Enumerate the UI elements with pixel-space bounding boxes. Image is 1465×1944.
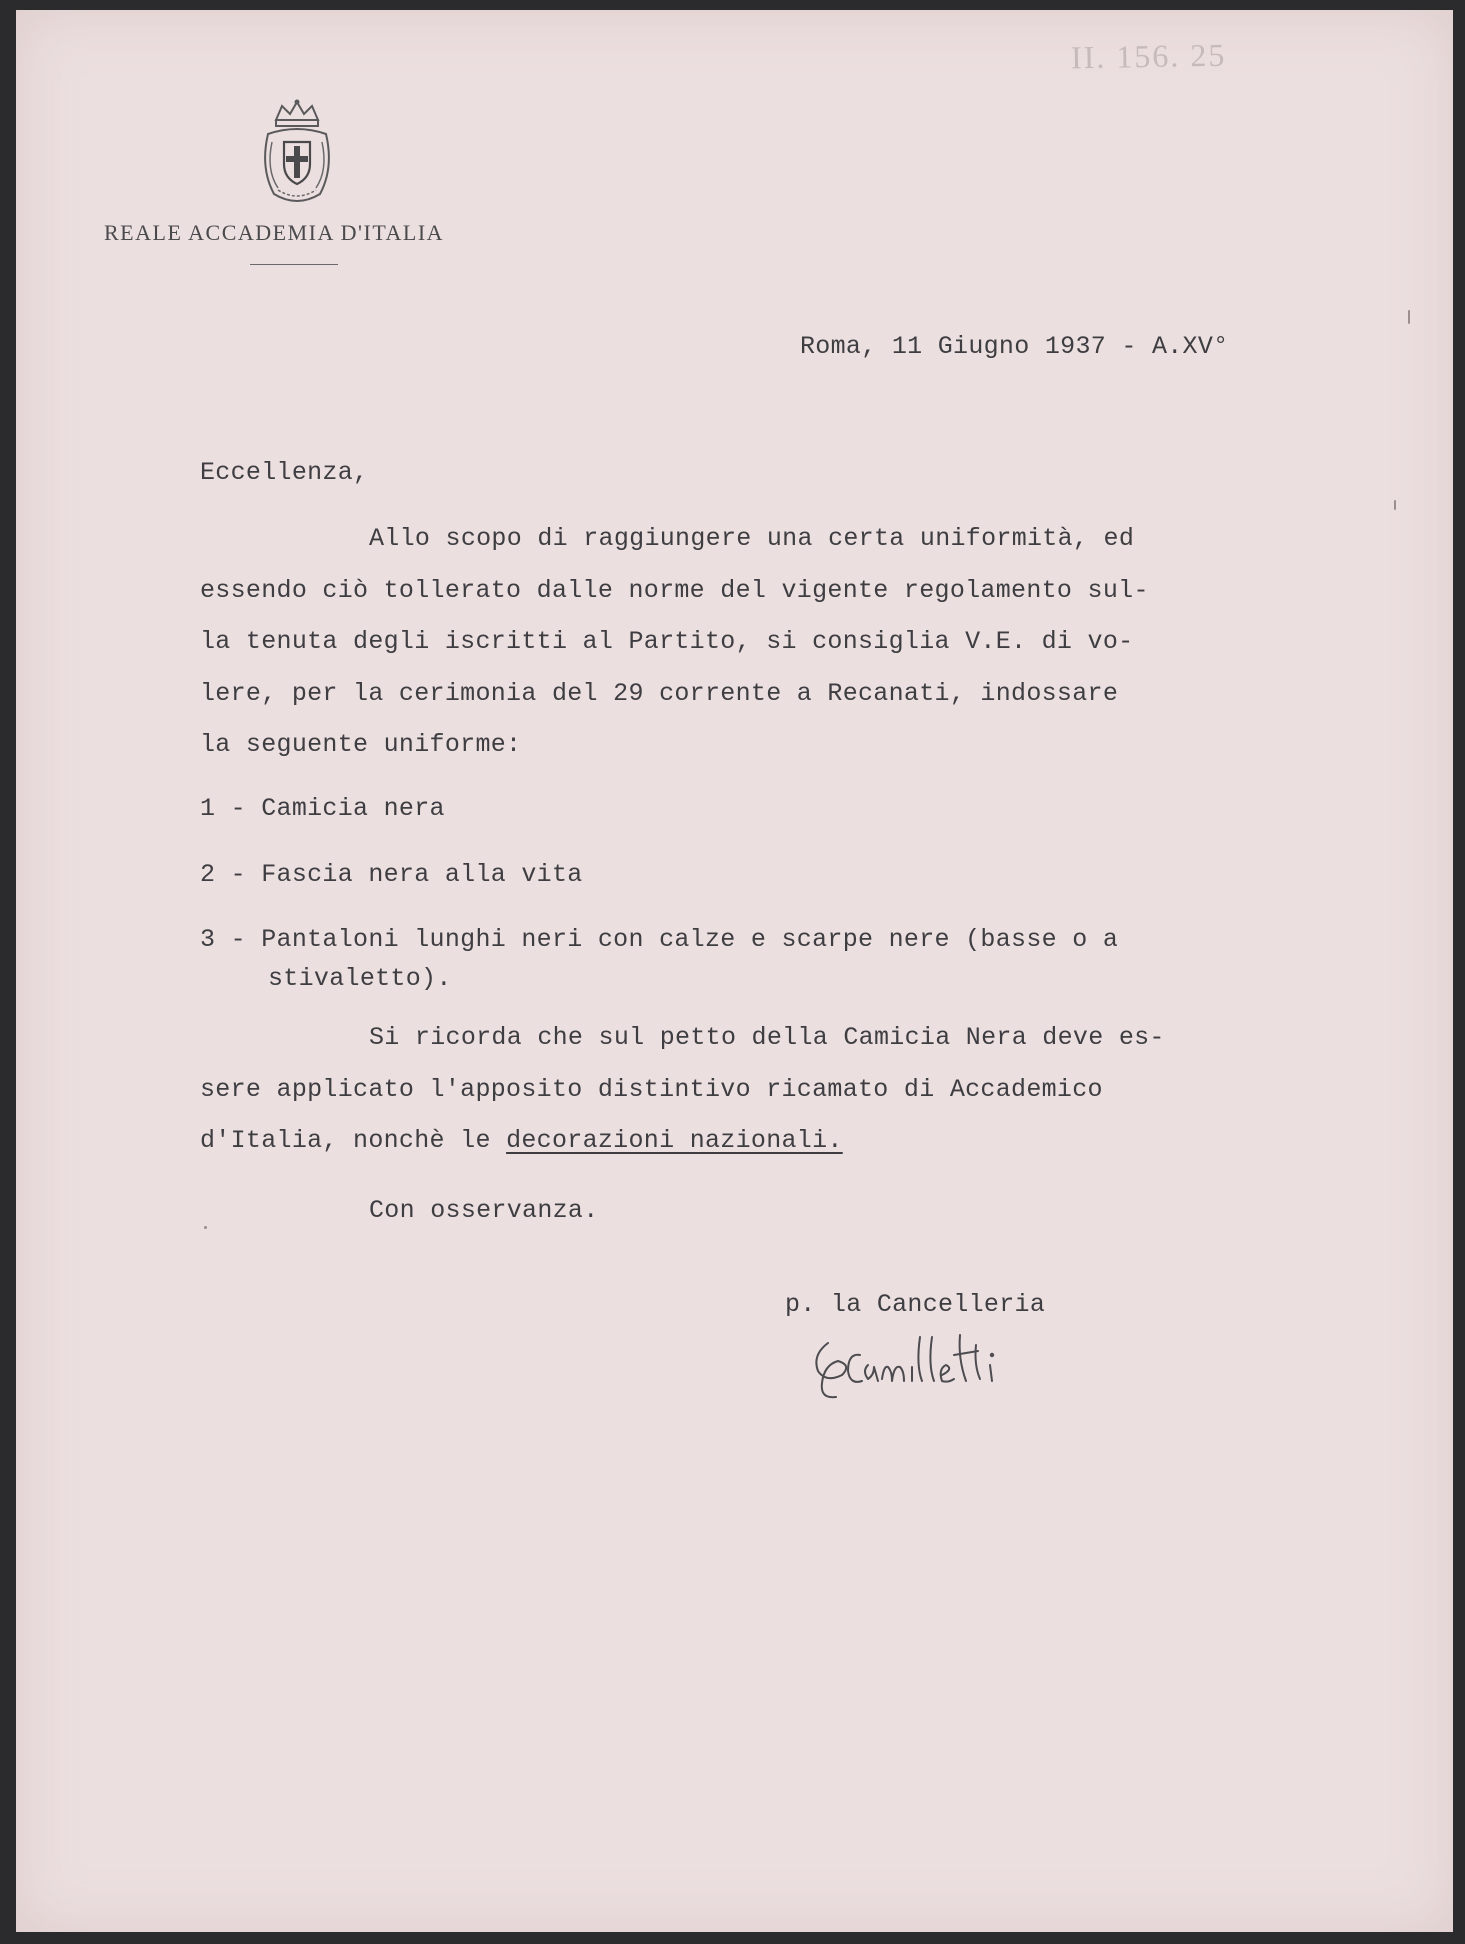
body-line: Allo scopo di raggiungere una certa uniformità, ed	[369, 524, 1135, 553]
uniform-list-item: 1 - Camicia nera	[200, 794, 445, 823]
uniform-list-item: 3 - Pantaloni lunghi neri con calze e scarpe nere (basse o a	[200, 925, 1119, 954]
reminder-line: Si ricorda che sul petto della Camicia Nera deve es-	[369, 1023, 1165, 1052]
reminder-line: sere applicato l'apposito distintivo ricamato di Accademico	[200, 1075, 1103, 1104]
body-line: essendo ciò tollerato dalle norme del vigente regolamento sul-	[200, 576, 1149, 605]
signature-label: p. la Cancelleria	[785, 1290, 1046, 1319]
uniform-list-item: 2 - Fascia nera alla vita	[200, 860, 583, 889]
body-line: lere, per la cerimonia del 29 corrente a Recanati, indossare	[200, 679, 1119, 708]
underlined-decorations: decorazioni nazionali.	[506, 1126, 843, 1155]
royal-crest-icon	[254, 98, 340, 208]
uniform-list-item-continuation: stivaletto).	[268, 964, 452, 993]
body-line: la seguente uniforme:	[200, 730, 522, 759]
body-line: la tenuta degli iscritti al Partito, si consiglia V.E. di vo-	[200, 627, 1134, 656]
letter-page	[16, 10, 1453, 1932]
letterhead-divider	[250, 264, 338, 265]
archive-reference-mark: II. 156. 25	[1070, 36, 1227, 76]
letterhead-institution: REALE ACCADEMIA D'ITALIA	[104, 220, 445, 245]
salutation: Eccellenza,	[200, 458, 369, 487]
date-line: Roma, 11 Giugno 1937 - A.XV°	[800, 332, 1229, 361]
paper-speck	[1408, 310, 1410, 324]
handwritten-signature	[808, 1325, 1108, 1405]
paper-speck	[204, 1226, 207, 1229]
paper-speck	[1394, 500, 1396, 510]
closing: Con osservanza.	[369, 1196, 599, 1225]
reminder-text: d'Italia, nonchè le	[200, 1126, 507, 1155]
reminder-line	[200, 1126, 843, 1155]
